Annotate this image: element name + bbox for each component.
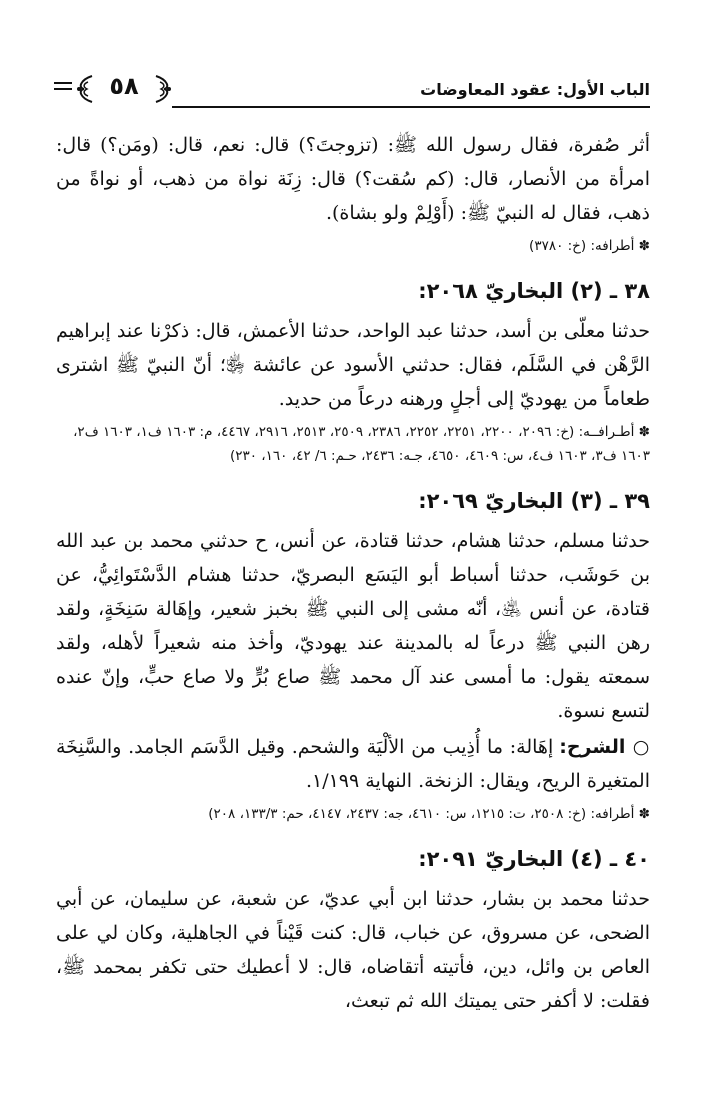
page-number-frame bbox=[56, 68, 172, 108]
page-number: ٥٨ bbox=[109, 72, 139, 100]
commentary-paragraph bbox=[56, 730, 650, 798]
paragraph-hadith-39: حدثنا مسلم، حدثنا هشام، حدثنا قتادة، عن أنس، ح حدثني محمد بن عبد الله بن حَوشَب، حدثنا أسباط أبو اليَسَع البصريّ، حدثنا هشام الدَّسْتَوائِيُّ، عن قتادة، عن أنس ﵁، أنّه مشى إلى النبي ﷺ بخبز شعير، وإهَالة سَنِخَةٍ، ولقد رهن النبي ﷺ درعاً له بالمدينة عند يهوديّ، وأخذ منه شعيراً لأهله، ولقد سمعته يقول: ما أمسى عند آل محمد ﷺ صاع بُرٍّ ولا صاع حبٍّ، وإنّ عنده لتسع نسوة. bbox=[56, 530, 650, 722]
footnote-atraf-39: ✽ أطرافه: (خ: ٢٥٠٨، ت: ١٢١٥، س: ٤٦١٠، جه: ٢٤٣٧، ٤١٤٧، حم: ١٣٣/٣، ٢٠٨) bbox=[208, 806, 650, 822]
heading-hadith-39: ٣٩ ـ (٣) البخاريّ ٢٠٦٩: bbox=[418, 489, 650, 513]
double-rule-icon bbox=[54, 82, 72, 94]
chapter-title: الباب الأول: عقود المعاوضات bbox=[420, 80, 650, 99]
page-body bbox=[56, 128, 650, 1018]
paragraph-hadith-40: حدثنا محمد بن بشار، حدثنا ابن أبي عديّ، عن شعبة، عن سليمان، عن أبي الضحى، عن مسروق، عن خباب، قال: كنت قَيْناً في الجاهلية، وكان لي على العاص بن وائل، دين، فأتيته أتقاضاه، قال: لا أعطيك حتى تكفر بمحمد ﷺ، فقلت: لا أكفر حتى يميتك الله ثم تبعث، bbox=[56, 888, 650, 1012]
left-ornament-icon bbox=[74, 74, 96, 104]
right-ornament-icon bbox=[152, 74, 174, 104]
heading-hadith-40: ٤٠ ـ (٤) البخاريّ ٢٠٩١: bbox=[418, 847, 650, 871]
page-header bbox=[56, 68, 650, 116]
footnote-atraf-38: ✽ أطـرافــه: (خ: ٢٠٩٦، ٢٢٠٠، ٢٢٥١، ٢٢٥٢، ٢٣٨٦، ٢٥٠٩، ٢٥١٣، ٢٩١٦، ٤٤٦٧، م: ١٦٠٣ ف١، ١٦٠٣ ف٢، ١٦٠٣ ف٣، ١٦٠٣ ف٤، س: ٤٦٠٩، ٤٦٥٠، جـه: ٢٤٣٦، حـم: ٦/ ٤٢، ١٦٠، ٢٣٠) bbox=[73, 424, 650, 464]
heading-hadith-38: ٣٨ ـ (٢) البخاريّ ٢٠٦٨: bbox=[418, 279, 650, 303]
commentary-label: ○ الشرح: bbox=[559, 736, 650, 758]
paragraph-hadith-38: حدثنا معلّى بن أسد، حدثنا عبد الواحد، حدثنا الأعمش، قال: ذكرْنا عند إبراهيم الرَّهْن في السَّلَم، فقال: حدثني الأسود عن عائشة ﵂؛ أنّ النبيّ ﷺ اشترى طعاماً من يهوديّ إلى أجلٍ ورهنه درعاً من حديد. bbox=[56, 320, 650, 410]
footnote-atraf-37: ✽ أطرافه: (خ: ٣٧٨٠) bbox=[529, 238, 650, 254]
paragraph-hadith-37-end: أثر صُفرة، فقال رسول الله ﷺ: (تزوجتَ؟) قال: نعم، قال: (ومَن؟) قال: امرأة من الأنصار، قال: (كم سُقت؟) قال: زِنَة نواة من ذهب، أو نواةً من ذهب، فقال له النبيّ ﷺ: (أَوْلِمْ ولو بشاة). bbox=[56, 134, 650, 224]
commentary-text: إهَالة: ما أُذِيب من الألْيَة والشحم. وقيل الدَّسَم الجامد. والسَّنِخَة المتغيرة الريح، ويقال: الزنخة. النهاية ١/١٩٩. bbox=[56, 736, 650, 792]
